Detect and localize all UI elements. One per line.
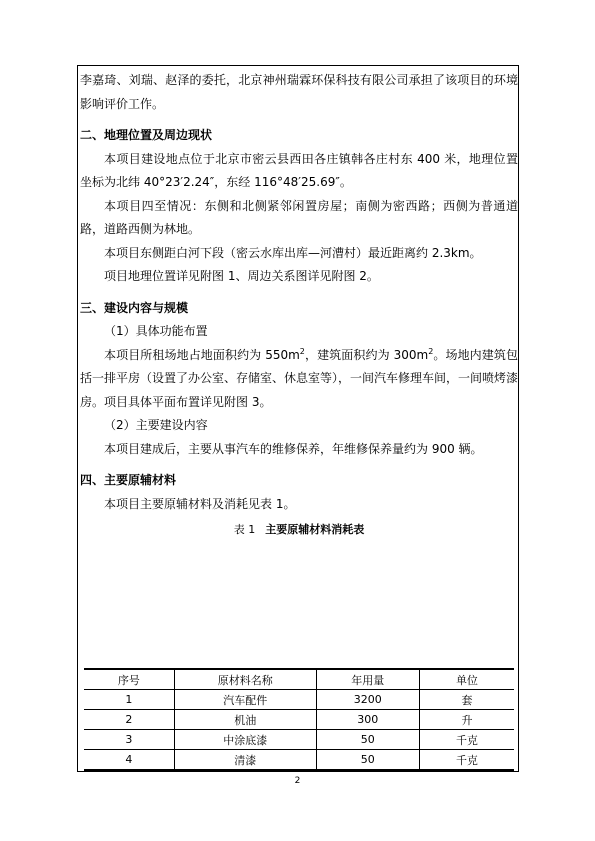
table-cell: 50 bbox=[316, 730, 419, 750]
paragraph-figure-reference: 项目地理位置详见附图 1、周边关系图详见附图 2。 bbox=[104, 269, 379, 283]
table-cell: 汽车配件 bbox=[174, 690, 316, 710]
paragraph-materials-intro: 本项目主要原辅材料及消耗见表 1。 bbox=[104, 496, 296, 511]
table-number: 表 1 bbox=[233, 523, 256, 536]
table-row bbox=[84, 750, 514, 771]
table-row bbox=[84, 730, 514, 750]
table-cell: 300 bbox=[316, 710, 419, 730]
paragraph-service-volume: 本项目建成后，主要从事汽车的维修保养，年维修保养量约为 900 辆。 bbox=[104, 441, 483, 456]
superscript-2: 2 bbox=[428, 346, 434, 356]
page-number: 2 bbox=[294, 776, 301, 786]
table-cell: 清漆 bbox=[174, 750, 316, 771]
table-cell: 千克 bbox=[419, 750, 514, 771]
table-header-row bbox=[84, 669, 514, 690]
section-heading-location: 二、地理位置及周边现状 bbox=[80, 128, 213, 142]
document-body bbox=[80, 69, 518, 538]
table-row bbox=[84, 690, 514, 710]
table-cell: 2 bbox=[84, 710, 174, 730]
table-cell: 1 bbox=[84, 690, 174, 710]
table-title: 主要原辅材料消耗表 bbox=[265, 523, 365, 536]
table-cell: 升 bbox=[419, 710, 514, 730]
subheading-main-content: （2）主要建设内容 bbox=[104, 418, 208, 432]
table-cell: 3200 bbox=[316, 690, 419, 710]
paragraph-location: 本项目建设地点位于北京市密云县西田各庄镇韩各庄村东 400 米，地理位置坐标为北纬 40°23′2.24″，东经 116°48′25.69″。 bbox=[80, 151, 518, 189]
table-cell: 中涂底漆 bbox=[174, 730, 316, 750]
paragraph-intro-continued: 李嘉琦、刘瑞、赵泽的委托，北京神州瑞霖环保科技有限公司承担了该项目的环境影响评价工作。 bbox=[80, 73, 518, 111]
site-area-text: 本项目所租场地占地面积约为 550m bbox=[104, 347, 300, 362]
table-cell: 3 bbox=[84, 730, 174, 750]
table-cell: 千克 bbox=[419, 730, 514, 750]
paragraph-site-area bbox=[80, 344, 518, 415]
paragraph-river-distance: 本项目东侧距白河下段（密云水库出库—河漕村）最近距离约 2.3km。 bbox=[104, 245, 482, 260]
section-heading-construction: 三、建设内容与规模 bbox=[80, 300, 189, 315]
materials-table bbox=[84, 668, 514, 771]
superscript-2: 2 bbox=[299, 346, 305, 356]
table-row bbox=[84, 710, 514, 730]
column-header: 序号 bbox=[84, 669, 174, 690]
subheading-layout: （1）具体功能布置 bbox=[104, 324, 208, 338]
buildings-text: 。场地内建筑包括一排平房（设置了办公室、存储室、休息室等），一间汽车修理车间，一间喷烤漆房。项目具体平面布置详见附图 3。 bbox=[80, 347, 519, 409]
paragraph-surroundings: 本项目四至情况：东侧和北侧紧邻闲置房屋；南侧为密西路；西侧为普通道路，道路西侧为林地。 bbox=[80, 198, 518, 236]
table-cell: 50 bbox=[316, 750, 419, 771]
table-caption bbox=[80, 522, 518, 538]
section-heading-materials: 四、主要原辅材料 bbox=[80, 473, 177, 487]
column-header: 原材料名称 bbox=[174, 669, 316, 690]
column-header: 单位 bbox=[419, 669, 514, 690]
table-cell: 4 bbox=[84, 750, 174, 771]
table-cell: 套 bbox=[419, 690, 514, 710]
table-cell: 机油 bbox=[174, 710, 316, 730]
building-area-text: ，建筑面积约为 300m bbox=[304, 347, 429, 362]
column-header: 年用量 bbox=[316, 669, 419, 690]
